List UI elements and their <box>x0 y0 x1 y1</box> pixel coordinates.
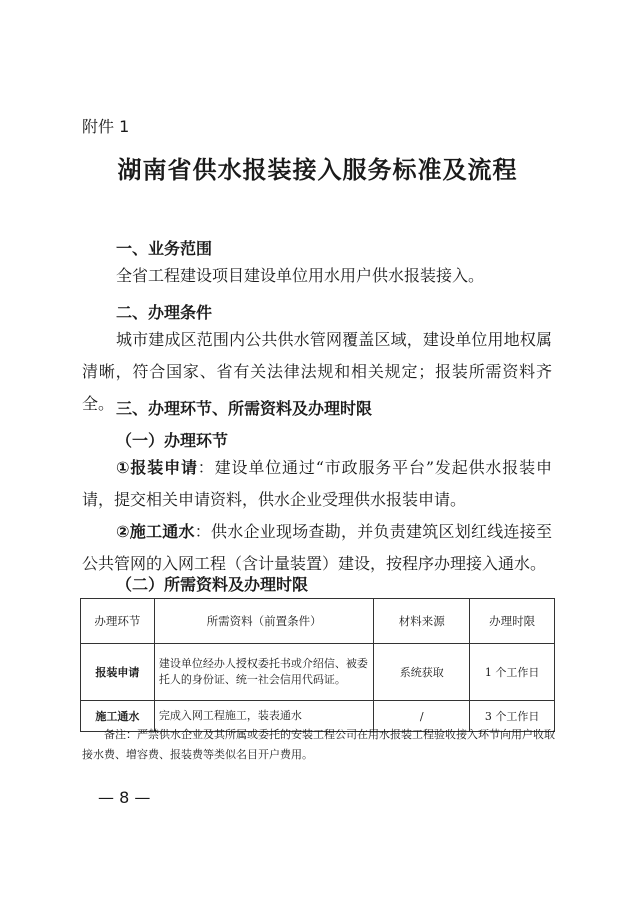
step-2-paragraph <box>82 516 552 580</box>
section-2-text: 城市建成区范围内公共供水管网覆盖区域，建设单位用地权属清晰，符合国家、省有关法律法规和相关规定；报装所需资料齐全。 <box>82 330 552 413</box>
step-1-label: ①报装申请 <box>116 458 198 477</box>
section-1-heading: 一、业务范围 <box>116 239 213 258</box>
table-cell-source: / <box>374 701 470 732</box>
requirements-table <box>80 598 555 732</box>
table-row <box>81 644 555 701</box>
table-header: 办理时限 <box>470 599 555 644</box>
section-1-text: 全省工程建设项目建设单位用水用户供水报装接入。 <box>116 266 485 285</box>
document-title: 湖南省供水报装接入服务标准及流程 <box>117 156 518 184</box>
section-3-heading: 三、办理环节、所需资料及办理时限 <box>116 399 373 418</box>
table-cell-time: 1 个工作日 <box>470 644 555 701</box>
table-note: 备注：严禁供水企业及其所属或委托的安装工程公司在用水报装工程验收接入环节向用户收取接水费、增容费、报装费等类似名目开户费用。 <box>82 728 555 761</box>
table-cell-time: 3 个工作日 <box>470 701 555 732</box>
table-header: 所需资料（前置条件） <box>154 599 374 644</box>
table-cell-stage: 施工通水 <box>81 701 155 732</box>
page-number: — 8 — <box>98 788 151 807</box>
table-header: 办理环节 <box>81 599 155 644</box>
subsection-2-heading: （二）所需资料及办理时限 <box>116 575 309 594</box>
table-cell-stage: 报装申请 <box>81 644 155 701</box>
table-cell-materials: 完成入网工程施工，装表通水 <box>154 701 374 732</box>
table-header: 材料来源 <box>374 599 470 644</box>
table-cell-materials: 建设单位经办人授权委托书或介绍信、被委托人的身份证、统一社会信用代码证。 <box>154 644 374 701</box>
step-1-text: ：建设单位通过“市政服务平台”发起供水报装申请，提交相关申请资料，供水企业受理供水报装申请。 <box>82 458 552 509</box>
step-1-paragraph <box>82 452 552 516</box>
section-2-heading: 二、办理条件 <box>116 303 213 322</box>
subsection-1-heading: （一）办理环节 <box>116 431 229 450</box>
table-header-row <box>81 599 555 644</box>
step-2-label: ②施工通水 <box>116 522 195 541</box>
step-2-text: ：供水企业现场查勘，并负责建筑区划红线连接至公共管网的入网工程（含计量装置）建设，按程序办理接入通水。 <box>82 522 552 573</box>
attachment-label: 附件 1 <box>82 117 130 136</box>
table-cell-source: 系统获取 <box>374 644 470 701</box>
